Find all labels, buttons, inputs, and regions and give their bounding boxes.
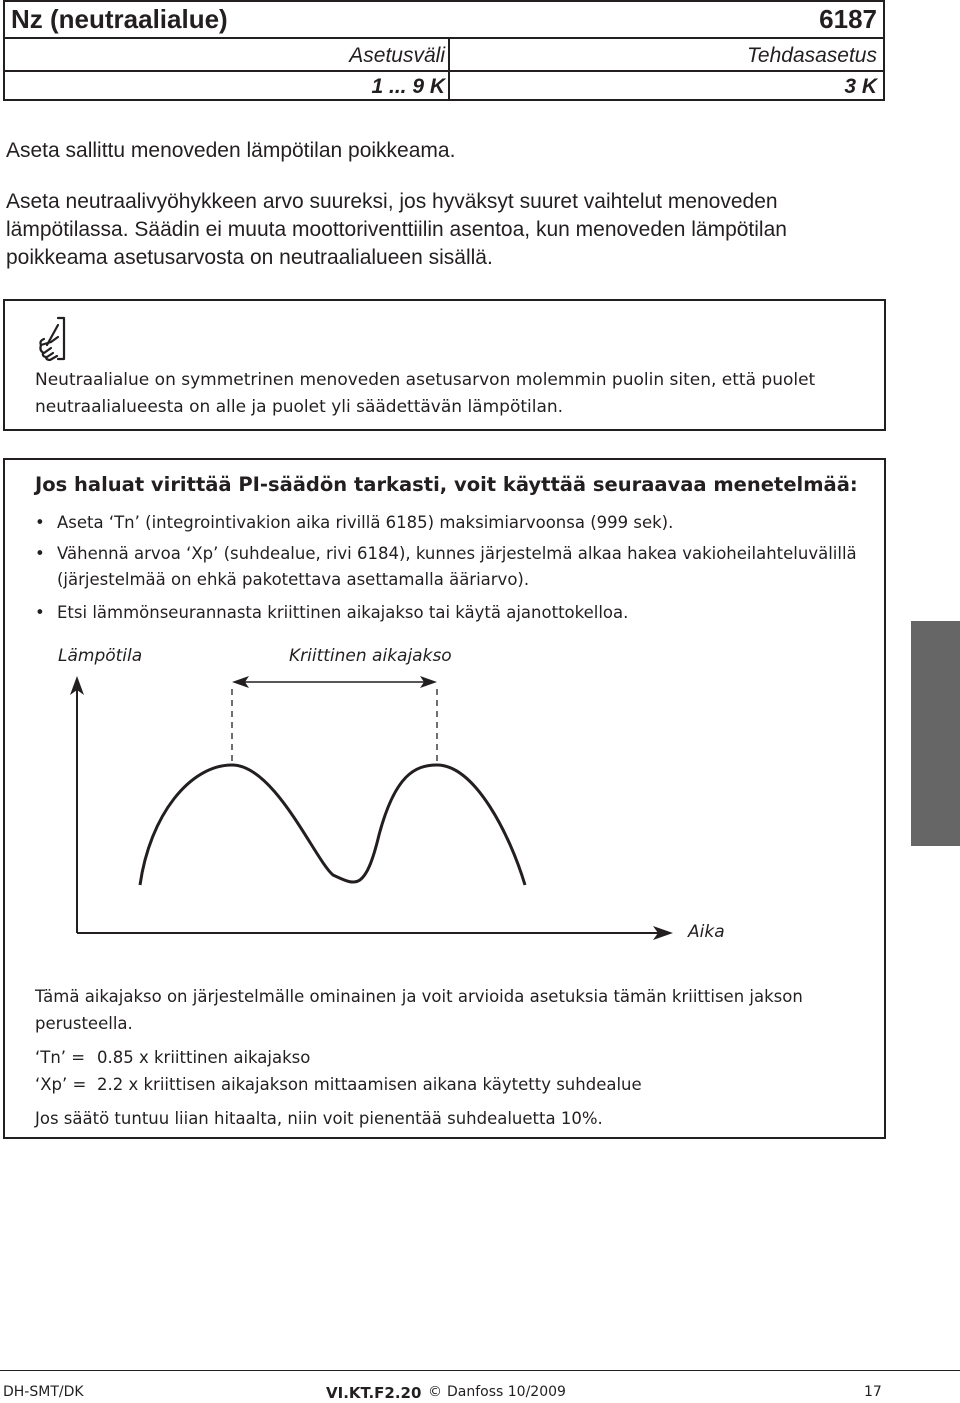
footer-brand-date: Danfoss 10/2009: [447, 1384, 566, 1400]
formula-xp: [35, 1071, 642, 1098]
side-tab-marker: [911, 621, 960, 846]
default-value: 3 K: [844, 75, 877, 98]
formula-tn-lhs: ‘Tn’ =: [35, 1048, 86, 1067]
range-value: 1 ... 9 K: [371, 75, 445, 98]
formula-xp-rhs: 2.2 x kriittisen aikajakson mittaamisen aikana käytetty suhdealue: [97, 1075, 642, 1094]
list-item: [35, 510, 875, 536]
bullet-marker: •: [35, 544, 45, 563]
default-label: Tehdasasetus: [747, 44, 877, 67]
page-number: 17: [864, 1384, 882, 1400]
range-label: Asetusväli: [349, 44, 445, 67]
list-item-text: Etsi lämmönseurannasta kriittinen aikajakso tai käytä ajanottokelloa.: [57, 603, 629, 622]
period-label: Kriittinen aikajakso: [289, 646, 452, 666]
formula-xp-lhs: ‘Xp’ =: [35, 1075, 87, 1094]
header-divider: [5, 37, 883, 39]
tuning-method-box: [3, 458, 886, 1139]
formula-tn-rhs: 0.85 x kriittinen aikajakso: [97, 1048, 311, 1067]
parameter-header-table: [3, 0, 885, 101]
list-item-text: Vähennä arvoa ‘Xp’ (suhdealue, rivi 6184), kunnes järjestelmä alkaa hakea vakioheilahteluvälillä (järjestelmää on ehkä pakotettava asettamalla ääriarvo).: [57, 544, 857, 589]
bullet-marker: •: [35, 513, 45, 532]
list-item: [35, 541, 875, 593]
header-divider: [5, 70, 883, 72]
hand-pointing-icon: [37, 315, 71, 361]
explanation-text: Tämä aikajakso on järjestelmälle ominainen ja voit arvioida asetuksia tämän kriittisen jakson perusteella.: [35, 987, 803, 1033]
list-item-text: Aseta ‘Tn’ (integrointivakion aika rivillä 6185) maksimiarvoonsa (999 sek).: [57, 513, 674, 532]
final-note: Jos säätö tuntuu liian hitaalta, niin voit pienentää suhdealuetta 10%.: [35, 1109, 603, 1128]
parameter-title: Nz (neutraalialue): [11, 4, 228, 34]
x-axis-label: Aika: [688, 922, 725, 942]
oscillation-diagram: [65, 675, 685, 940]
copyright-icon: ©: [428, 1384, 442, 1400]
intro-paragraph: Aseta sallittu menoveden lämpötilan poikkeama.: [6, 139, 456, 162]
footer-code: VI.KT.F2.20: [326, 1384, 422, 1402]
method-heading: Jos haluat virittää PI-säädön tarkasti, voit käyttää seuraavaa menetelmää:: [35, 473, 858, 496]
footer-divider: [0, 1370, 960, 1371]
bullet-marker: •: [35, 603, 45, 622]
oscillation-curve: [140, 765, 525, 885]
footer-doc-id: DH-SMT/DK: [3, 1384, 84, 1400]
y-axis-label: Lämpötila: [58, 646, 143, 666]
note-box: [3, 299, 886, 431]
header-column-divider: [448, 39, 450, 99]
list-item: [35, 600, 875, 626]
formula-tn: [35, 1044, 310, 1071]
note-text: Neutraalialue on symmetrinen menoveden asetusarvon molemmin puolin siten, että puolet neutraalialueesta on alle ja puolet yli säädettävän lämpötilan.: [35, 370, 816, 417]
intro-paragraph: Aseta neutraalivyöhykkeen arvo suureksi, jos hyväksyt suuret vaihtelut menoveden lämpötilassa. Säädin ei muuta moottoriventtiilin asentoa, kun menoveden lämpötilan poikkeama asetusarvosta on neutraalialueen sisällä.: [6, 190, 787, 269]
parameter-number: 6187: [819, 4, 877, 34]
